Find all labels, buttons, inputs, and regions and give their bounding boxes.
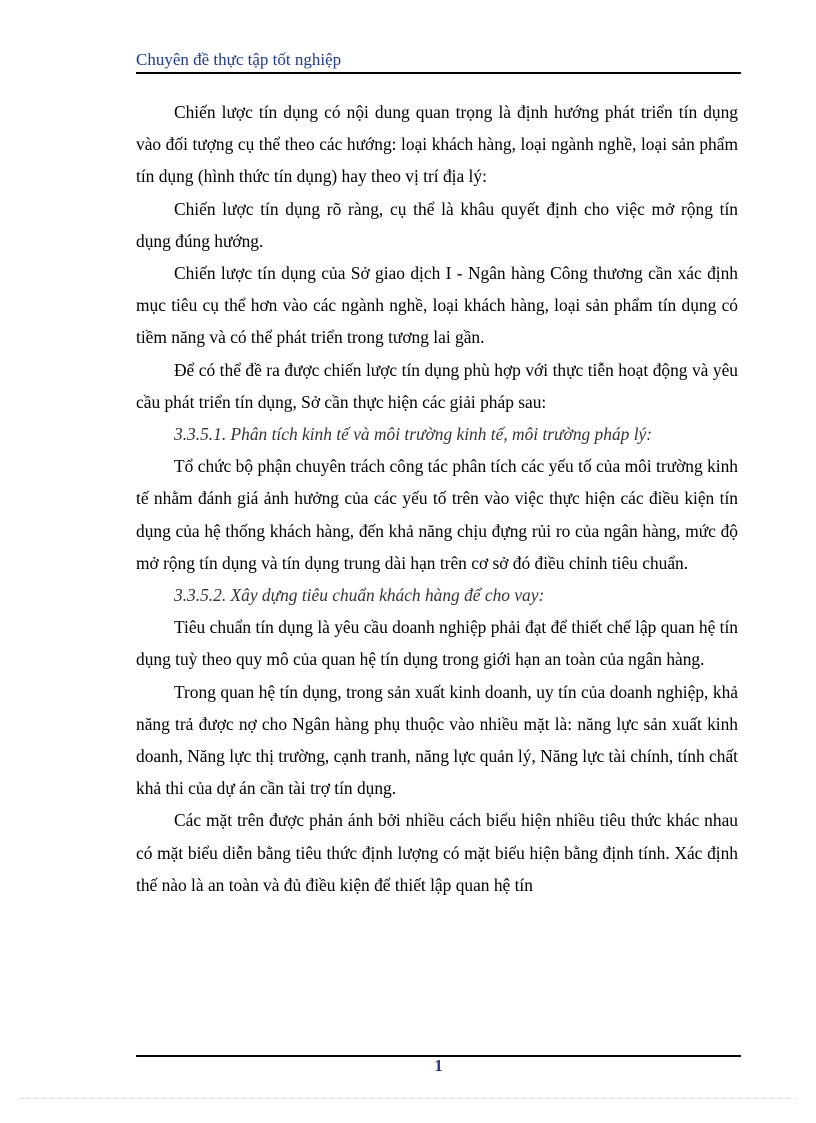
- page-header: [136, 48, 741, 74]
- paragraph-credit-strategy-content: Chiến lược tín dụng có nội dung quan trọng là định hướng phát triển tín dụng vào đối tượng cụ thể theo các hướng: loại khách hàng, loại ngành nghề, loại sản phẩm tín dụng (hình thức tín dụng) hay theo vị trí địa lý:: [136, 102, 738, 187]
- paragraph-credit-relations: Trong quan hệ tín dụng, trong sản xuất kinh doanh, uy tín của doanh nghiệp, khả năng trả được nợ cho Ngân hàng phụ thuộc vào nhiều mặt là: năng lực sản xuất kinh doanh, Năng lực thị trường, cạnh tranh, năng lực quản lý, Năng lực tài chính, tính chất khả thi của dự án cần tài trợ tín dụng.: [136, 681, 738, 799]
- document-body: [136, 96, 738, 901]
- section-heading-3-3-5-1: 3.3.5.1. Phân tích kinh tế và môi trường kinh tế, môi trường pháp lý:: [174, 424, 653, 445]
- section-heading-3-3-5-2: 3.3.5.2. Xây dựng tiêu chuẩn khách hàng để cho vay:: [174, 585, 545, 606]
- paragraph-credit-standards: Tiêu chuẩn tín dụng là yêu cầu doanh nghiệp phải đạt để thiết chế lập quan hệ tín dụng tuỳ theo quy mô của quan hệ tín dụng trong giới hạn an toàn của ngân hàng.: [136, 617, 738, 670]
- paragraph-economic-analysis: Tổ chức bộ phận chuyên trách công tác phân tích các yếu tố của môi trường kinh tế nhằm đánh giá ảnh hưởng của các yếu tố trên vào việc thực hiện các điều kiện tín dụng của hệ thống khách hàng, đến khả năng chịu đựng rủi ro của ngân hàng, mức độ mở rộng tín dụng và tín dụng trung dài hạn trên cơ sở đó điều chỉnh tiêu chuẩn.: [136, 456, 738, 573]
- paragraph-solutions-intro: Để có thể đề ra được chiến lược tín dụng phù hợp với thực tiễn hoạt động và yêu cầu phát triển tín dụng, Sở cần thực hiện các giải pháp sau:: [136, 359, 738, 412]
- paragraph-credit-strategy-clarity: Chiến lược tín dụng rõ ràng, cụ thể là khâu quyết định cho việc mở rộng tín dụng đúng hướng.: [136, 198, 738, 251]
- page-edge-dotted-line: [20, 1098, 796, 1099]
- paragraph-criteria-expression: Các mặt trên được phản ánh bởi nhiều cách biểu hiện nhiều tiêu thức khác nhau có mặt biểu diễn bằng tiêu thức định lượng có mặt biểu hiện bằng định tính. Xác định thế nào là an toàn và đủ điều kiện để thiết lập quan hệ tín: [136, 810, 738, 895]
- header-title: Chuyên đề thực tập tốt nghiệp: [136, 50, 342, 69]
- paragraph-credit-strategy-goals: Chiến lược tín dụng của Sở giao dịch I - Ngân hàng Công thương cần xác định mục tiêu cụ thể hơn vào các ngành nghề, loại khách hàng, loại sản phẩm tín dụng có tiềm năng và có thể phát triển trong tương lai gần.: [136, 263, 738, 348]
- page-number: 1: [434, 1056, 443, 1075]
